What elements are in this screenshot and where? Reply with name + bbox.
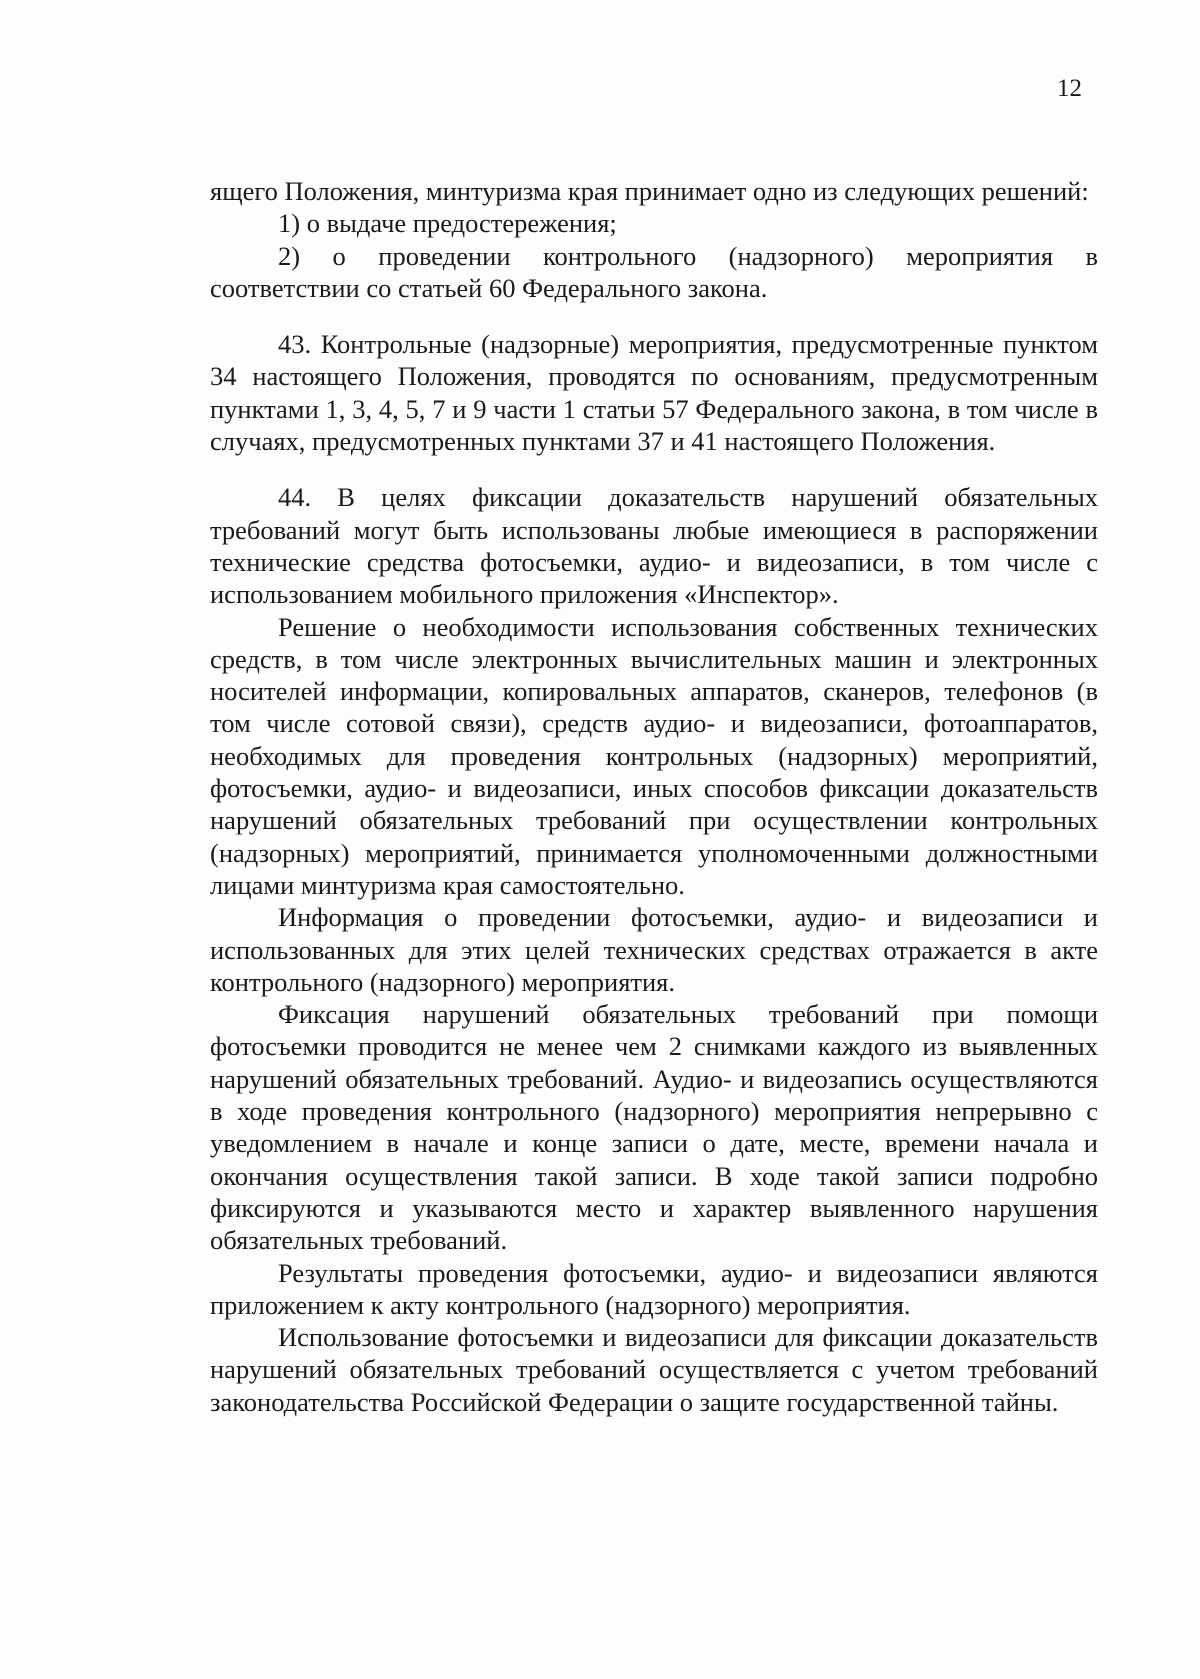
document-body [210,175,1098,1418]
list-item-2: 2) о проведении контрольного (надзорного) мероприятия в соответствии со статьей 60 Федерального закона. [210,240,1098,303]
paragraph-information: Информация о проведении фотосъемки, аудио- и видеозаписи и использованных для этих целей технических средствах отражается в акте контрольного (надзорного) мероприятия. [210,902,1098,997]
paragraph-continuation: ящего Положения, минтуризма края принимает одно из следующих решений: [210,176,1089,206]
clause-44: 44. В целях фиксации доказательств нарушений обязательных требований могут быть использованы любые имеющиеся в распоряжении технические средства фотосъемки, аудио- и видеозаписи, в том числе с использованием мобильного приложения «Инспектор». [210,482,1098,610]
page-number: 12 [1057,75,1082,102]
paragraph-decision: Решение о необходимости использования собственных технических средств, в том числе электронных вычислительных машин и электронных носителей информации, копировальных аппаратов, сканеров, телефонов (в том числе сотовой связи), средств аудио- и видеозаписи, фотоаппаратов, необходимых для проведения контрольных (надзорных) мероприятий, фотосъемки, аудио- и видеозаписи, иных способов фиксации доказательств нарушений обязательных требований при осуществлении контрольных (надзорных) мероприятий, принимается уполномоченными должностными лицами минтуризма края самостоятельно. [210,611,1098,900]
clause-43: 43. Контрольные (надзорные) мероприятия, предусмотренные пунктом 34 настоящего Положения, проводятся по основаниям, предусмотренным пунктами 1, 3, 4, 5, 7 и 9 части 1 статьи 57 Федерального закона, в том числе в случаях, предусмотренных пунктами 37 и 41 настоящего Положения. [210,329,1098,457]
paragraph-state-secret: Использование фотосъемки и видеозаписи для фиксации доказательств нарушений обязательных требований осуществляется с учетом требований законодательства Российской Федерации о защите государственной тайны. [210,1322,1098,1417]
paragraph-results: Результаты проведения фотосъемки, аудио- и видеозаписи являются приложением к акту контрольного (надзорного) мероприятия. [210,1257,1098,1320]
list-item-1: 1) о выдаче предостережения; [278,208,617,239]
paragraph-fixation: Фиксация нарушений обязательных требований при помощи фотосъемки проводится не менее чем 2 снимками каждого из выявленных нарушений обязательных требований. Аудио- и видеозапись осуществляются в ходе проведения контрольного (надзорного) мероприятия непрерывно с уведомлением в начале и конце записи о дате, месте, времени начала и окончания осуществления такой записи. В ходе такой записи подробно фиксируются и указываются место и характер выявленного нарушения обязательных требований. [210,999,1098,1256]
